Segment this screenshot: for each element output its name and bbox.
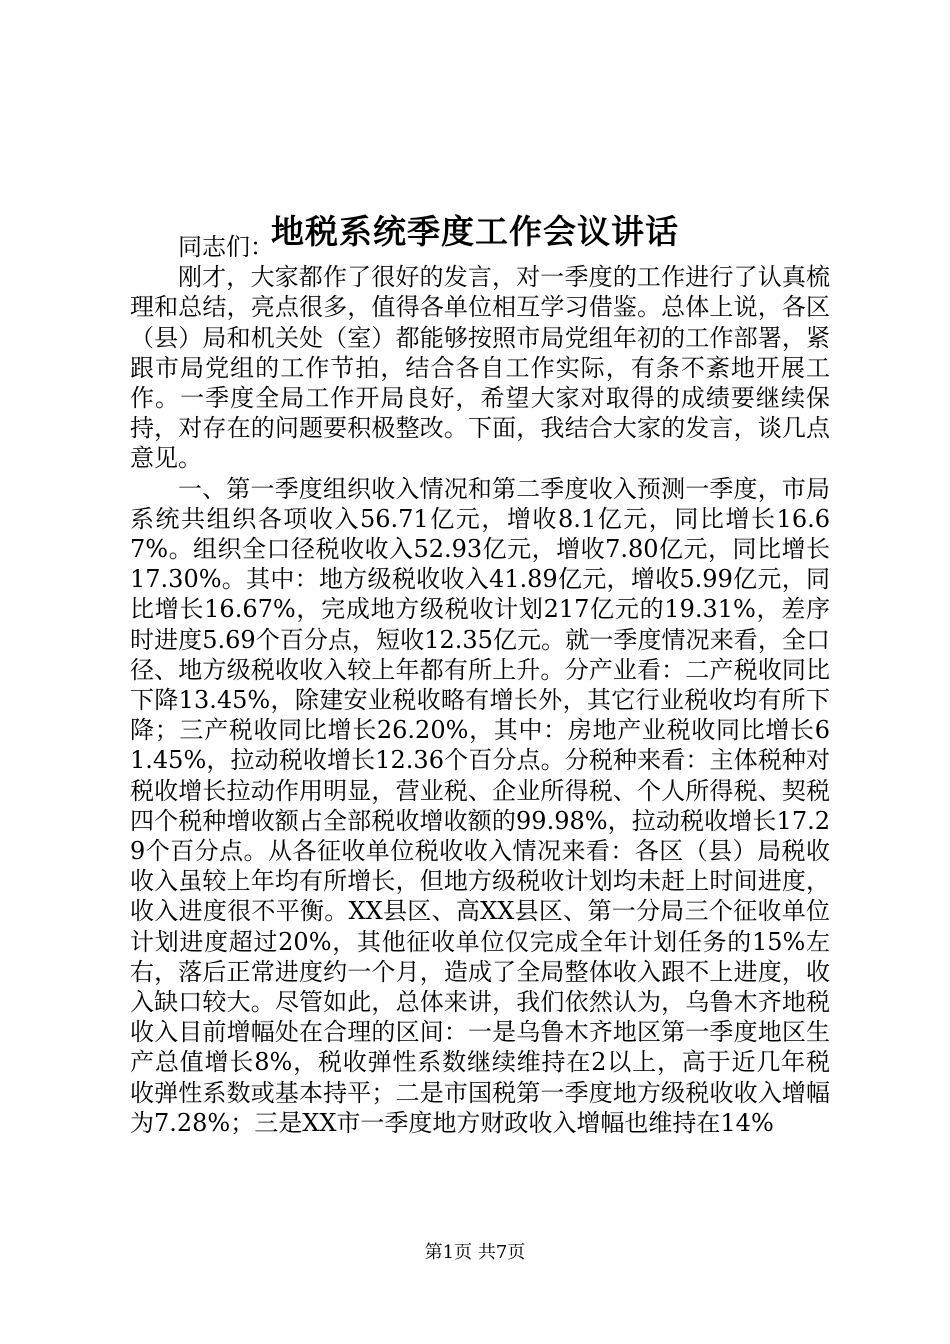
- document-title: 地税系统季度工作会议讲话: [271, 212, 679, 252]
- revenue-paragraph: 一、第一季度组织收入情况和第二季度收入预测一季度，市局系统共组织各项收入56.71亿元，增收8.1亿元，同比增长16.67%。组织全口径税收收入52.93亿元，增收7.80亿元，同比增长17.30%。其中：地方级税收收入41.89亿元，增收5.99亿元，同比增长16.67%，完成地方级税收计划217亿元的19.31%，差序时进度5.69个百分点，短收12.35亿元。就一季度情况来看，全口径、地方级税收收入较上年都有所上升。分产业看：二产税收同比下降13.45%，除建安业税收略有增长外，其它行业税收均有所下降；三产税收同比增长26.20%，其中：房地产业税收同比增长61.45%，拉动税收增长12.36个百分点。分税种来看：主体税种对税收增长拉动作用明显，营业税、企业所得税、个人所得税、契税四个税种增收额占全部税收增收额的99.98%，拉动税收增长17.29个百分点。从各征收单位税收收入情况来看：各区（县）局税收收入虽较上年均有所增长，但地方级税收计划均未赶上时间进度，收入进度很不平衡。XX县区、高XX县区、第一分局三个征收单位计划进度超过20%，其他征收单位仅完成全年计划任务的15%左右，落后正常进度约一个月，造成了全局整体收入跟不上进度，收入缺口较大。尽管如此，总体来讲，我们依然认为，乌鲁木齐地税收入目前增幅处在合理的区间：一是乌鲁木齐地区第一季度地区生产总值增长8%，税收弹性系数继续维持在2以上，高于近几年税收弹性系数或基本持平；二是市国税第一季度地方级税收收入增幅为7.28%；三是XX市一季度地方财政收入增幅也维持在14%: [130, 474, 830, 1137]
- salutation-paragraph: 同志们：: [178, 233, 274, 261]
- page-footer: 第1页 共7页: [424, 1242, 526, 1263]
- intro-paragraph: 刚才，大家都作了很好的发言，对一季度的工作进行了认真梳理和总结，亮点很多，值得各单位相互学习借鉴。总体上说，各区（县）局和机关处（室）都能够按照市局党组年初的工作部署，紧跟市局党组的工作节拍，结合各自工作实际，有条不紊地开展工作。一季度全局工作开局良好，希望大家对取得的成绩要继续保持，对存在的问题要积极整改。下面，我结合大家的发言，谈几点意见。: [130, 263, 830, 473]
- document-body: [130, 232, 830, 1138]
